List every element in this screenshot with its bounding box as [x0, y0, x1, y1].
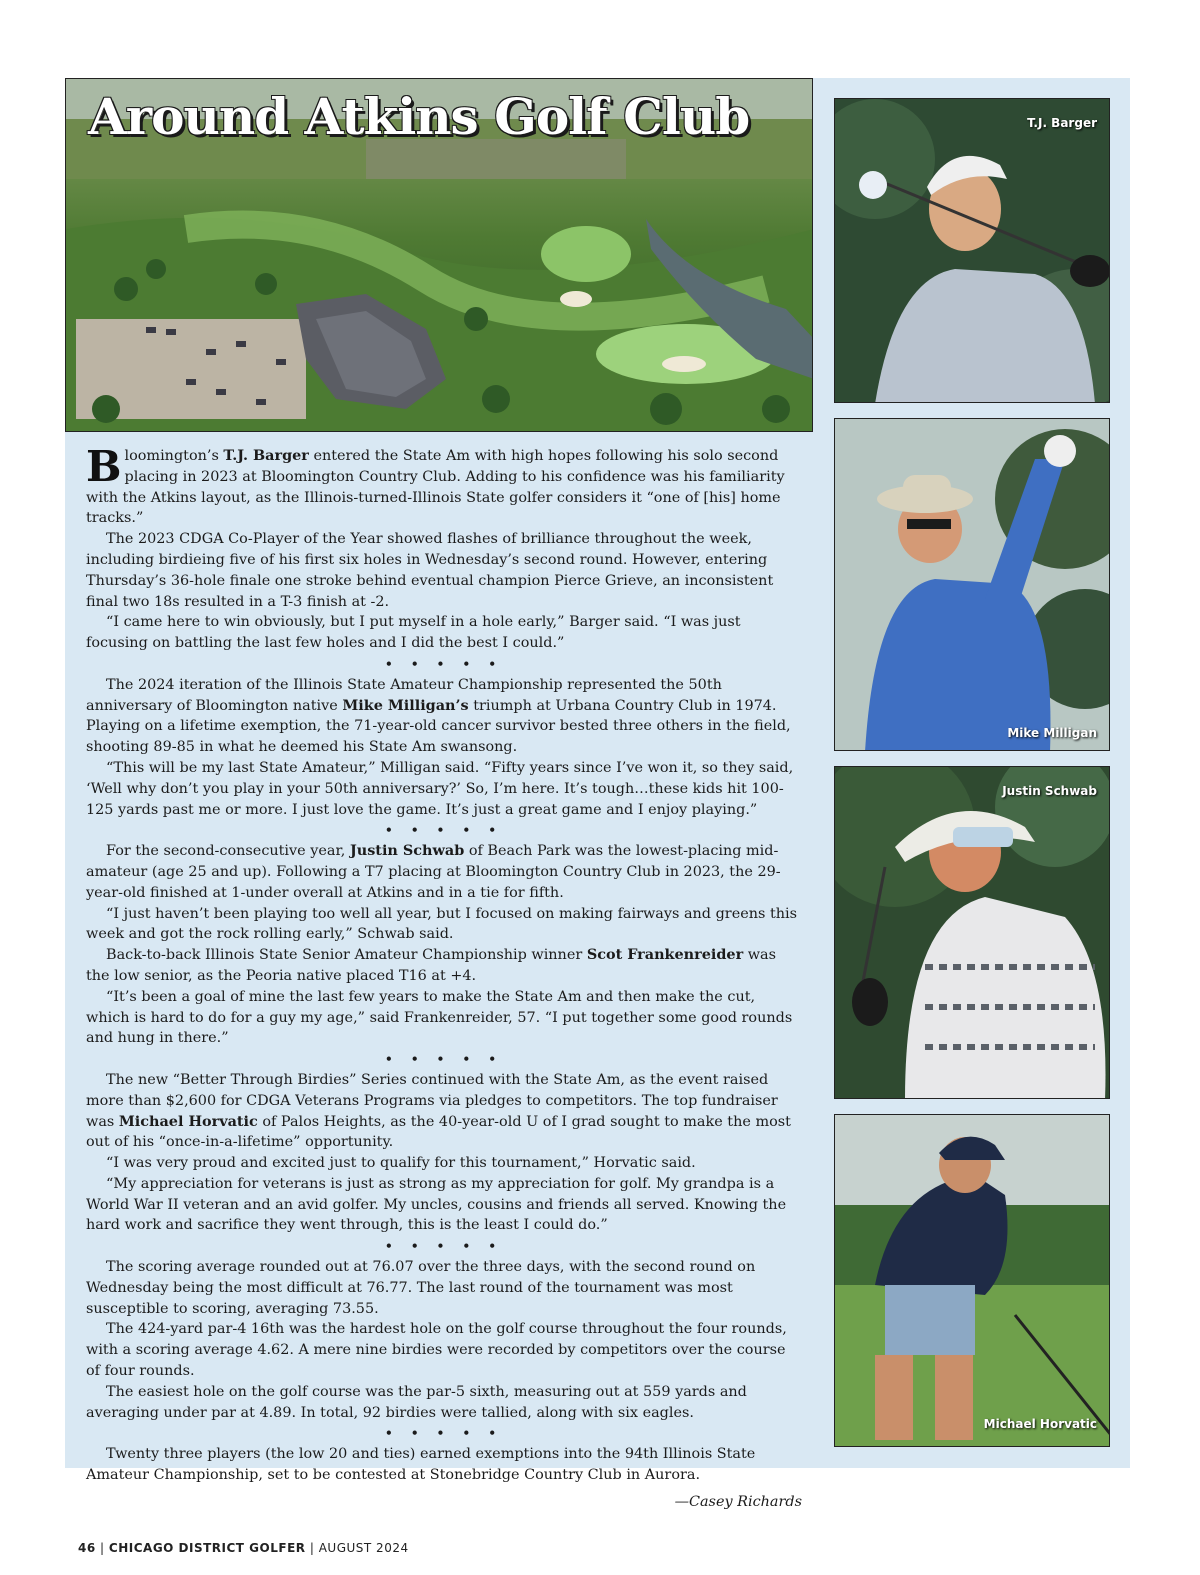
- section-separator: • • • • •: [384, 823, 504, 838]
- photo-caption: Mike Milligan: [1007, 726, 1097, 740]
- issue-date: AUGUST 2024: [318, 1541, 409, 1555]
- article-paragraph: “This will be my last State Amateur,” Milligan said. “Fifty years since I’ve won it, so they said, ‘Well why don’t you play in your 50th anniversary?’ So, I’m here. It’s tough…these kids hit 100-125 yards past me or more. I just love the game. It’s just a great game and I enjoy playing.”: [86, 759, 794, 818]
- article-paragraph: Twenty three players (the low 20 and ties) earned exemptions into the 94th Illinois State Amateur Championship, set to be contested at Stonebridge Country Club in Aurora.: [86, 1446, 756, 1484]
- section-separator: • • • • •: [384, 656, 504, 671]
- drop-cap: B: [86, 442, 122, 491]
- golfer-illustration-horvatic: [835, 1115, 1110, 1447]
- article-paragraph: The new “Better Through Birdies” Series continued with the State Am, as the event raised more than $2,600 for CDGA Veterans Programs via pledges to competitors. The top fundraiser was Michael Horvatic of Palos Heights, as the 40-year-old U of I grad sought to make the most out of his “once-in-a-lifetime” opportunity.: [86, 1071, 791, 1151]
- article-paragraph: The scoring average rounded out at 76.07 over the three days, with the second round on Wednesday being the most difficult at 76.77. The last round of the tournament was most susceptible to scoring, averaging 73.55.: [86, 1259, 756, 1317]
- photo-mike-milligan: [834, 418, 1110, 751]
- hero-aerial-photo: [65, 78, 813, 432]
- player-name: Michael Horvatic: [118, 1112, 258, 1130]
- page-number: 46: [78, 1541, 96, 1555]
- page-title: Around Atkins Golf Club: [88, 87, 750, 146]
- photo-caption: Michael Horvatic: [983, 1417, 1097, 1431]
- article-paragraph: For the second-consecutive year, Justin Schwab of Beach Park was the lowest-placing mid-amateur (age 25 and up). Following a T7 placing at Bloomington Country Club in 2023, the 29-year-old finished at 1-under overall at Atkins and in a tie for fifth.: [86, 842, 781, 901]
- article-paragraph: The easiest hole on the golf course was the par-5 sixth, measuring out at 559 yards and averaging under par at 4.89. In total, 92 birdies were tallied, along with six eagles.: [86, 1383, 747, 1421]
- player-name: T.J. Barger: [223, 447, 309, 464]
- photo-caption: T.J. Barger: [1027, 116, 1097, 130]
- section-separator: • • • • •: [384, 1239, 504, 1254]
- photo-justin-schwab: [834, 766, 1110, 1099]
- photo-tj-barger: [834, 98, 1110, 403]
- publication-name: CHICAGO DISTRICT GOLFER: [108, 1541, 306, 1555]
- author-byline: —Casey Richards: [674, 1493, 802, 1510]
- player-name: Mike Milligan’s: [342, 696, 469, 714]
- article-paragraph: “My appreciation for veterans is just as strong as my appreciation for golf. My grandpa is a World War II veteran and an avid golfer. My uncles, cousins and friends all served. Knowing the hard work and sacrifice they went through, this is the least I could do.”: [86, 1175, 787, 1234]
- player-name: Scot Frankenreider: [586, 946, 744, 964]
- article-paragraph: “I came here to win obviously, but I put myself in a hole early,” Barger said. “I was just focusing on battling the last few holes and I did the best I could.”: [86, 614, 741, 652]
- footer-divider: |: [309, 1541, 315, 1555]
- photo-caption: Justin Schwab: [1002, 784, 1097, 798]
- page-footer: [78, 1541, 409, 1555]
- footer-divider: |: [100, 1541, 105, 1555]
- article-paragraph: The 424-yard par-4 16th was the hardest hole on the golf course throughout the four rounds, with a scoring average 4.62. A mere nine birdies were recorded by competitors over the course of four rounds.: [86, 1321, 787, 1380]
- photo-michael-horvatic: [834, 1114, 1110, 1447]
- article-paragraph: Bloomington’s T.J. Barger entered the State Am with high hopes following his solo second placing in 2023 at Bloomington Country Club. Adding to his confidence was his familiarity with the Atkins layout, as the Illinois-turned-Illinois State golfer considers it “one of [his] home tracks.”: [86, 442, 785, 527]
- article-paragraph: “I was very proud and excited just to qualify for this tournament,” Horvatic said.: [106, 1155, 696, 1172]
- section-separator: • • • • •: [384, 1426, 504, 1441]
- player-name: Justin Schwab: [349, 842, 465, 860]
- article-paragraph: The 2024 iteration of the Illinois State Amateur Championship represented the 50th anniversary of Bloomington native Mike Milligan’s triumph at Urbana Country Club in 1974. Playing on a lifetime exemption, the 71-year-old cancer survivor bested three others in the field, shooting 89-85 in what he deemed his State Am swansong.: [86, 676, 791, 756]
- article-paragraph: The 2023 CDGA Co-Player of the Year showed flashes of brilliance throughout the week, including birdieing five of his first six holes in Wednesday’s second round. However, entering Thursday’s 36-hole finale one stroke behind eventual champion Pierce Grieve, an inconsistent final two 18s resulted in a T-3 finish at -2.: [86, 531, 774, 610]
- golfer-illustration-barger: [835, 99, 1110, 403]
- section-separator: • • • • •: [384, 1052, 504, 1067]
- article-body: [86, 442, 802, 1513]
- article-paragraph: “I just haven’t been playing too well all year, but I focused on making fairways and greens this week and got the rock rolling early,” Schwab said.: [86, 905, 797, 943]
- golfer-illustration-schwab: [835, 767, 1110, 1099]
- article-paragraph: Back-to-back Illinois State Senior Amateur Championship winner Scot Frankenreider was the low senior, as the Peoria native placed T16 at +4.: [86, 946, 777, 984]
- golfer-illustration-milligan: [835, 419, 1110, 751]
- article-paragraph: “It’s been a goal of mine the last few years to make the State Am and then make the cut, which is hard to do for a guy my age,” said Frankenreider, 57. “I put together some good rounds and hung in there.”: [86, 988, 793, 1047]
